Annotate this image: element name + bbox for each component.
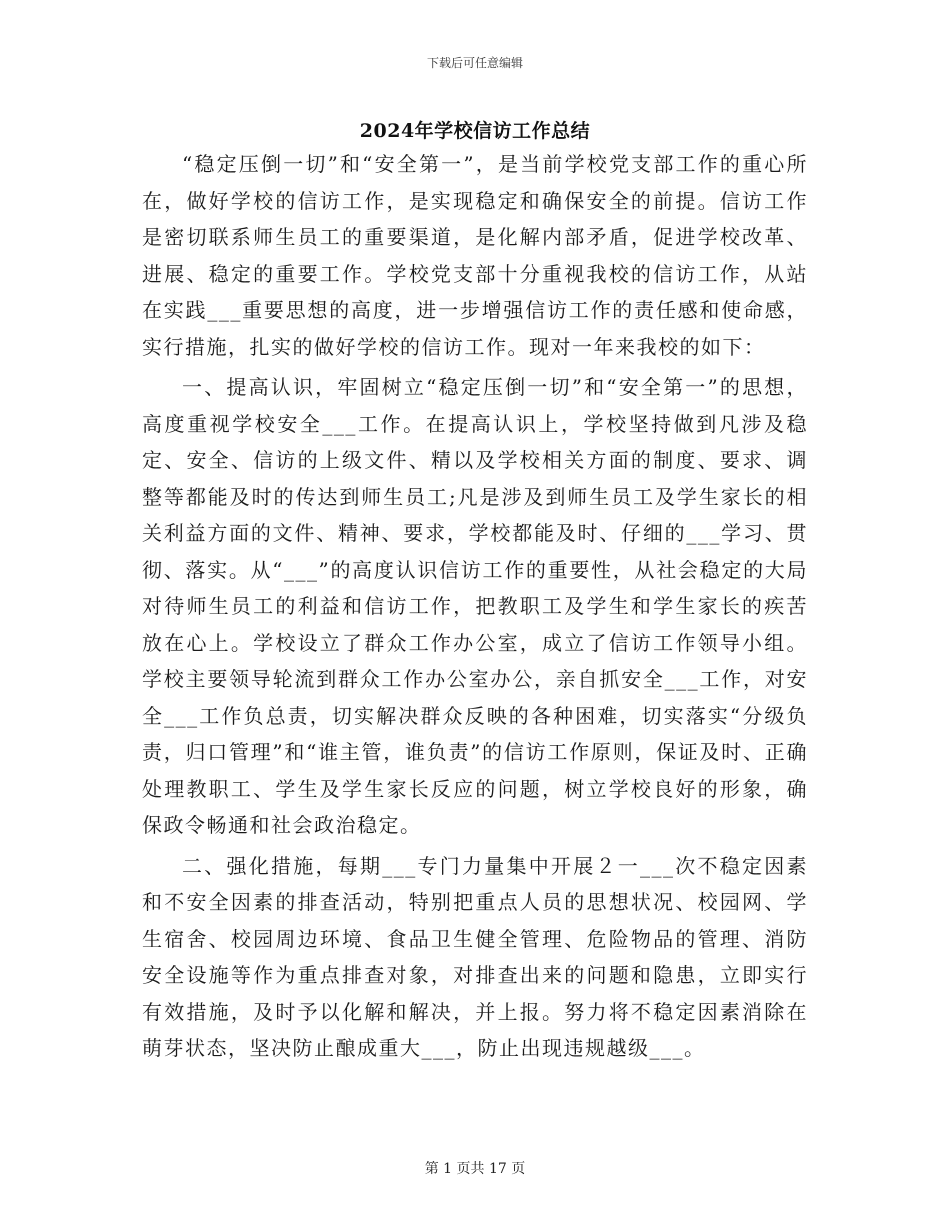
paragraph-section-1: 一、提高认识，牢固树立“稳定压倒一切”和“安全第一”的思想，高度重视学校安全___工作。在提高认识上，学校坚持做到凡涉及稳定、安全、信访的上级文件、精以及学校相关方面的制度、要求、调整等都能及时的传达到师生员工;凡是涉及到师生员工及学生家长的相关利益方面的文件、精神、要求，学校都能及时、仔细的___学习、贯彻、落实。从“___”的高度认识信访工作的重要性，从社会稳定的大局对待师生员工的利益和信访工作，把教职工及学生和学生家长的疾苦放在心上。学校设立了群众工作办公室，成立了信访工作领导小组。学校主要领导轮流到群众工作办公室办公，亲自抓安全___工作，对安全___工作负总责，切实解决群众反映的各种困难，切实落实“分级负责，归口管理”和“谁主管，谁负责”的信访工作原则，保证及时、正确处理教职工、学生及学生家长反应的问题，树立学校良好的形象，确保政令畅通和社会政治稳定。 bbox=[142, 375, 808, 837]
document-body bbox=[142, 146, 808, 1067]
page-number-footer: 第 1 页共 17 页 bbox=[424, 1161, 526, 1177]
paragraph-intro: “稳定压倒一切”和“安全第一”，是当前学校党支部工作的重心所在，做好学校的信访工作，是实现稳定和确保安全的前提。信访工作是密切联系师生员工的重要渠道，是化解内部矛盾，促进学校改革、进展、稳定的重要工作。学校党支部十分重视我校的信访工作，从站在实践___重要思想的高度，进一步增强信访工作的责任感和使命感，实行措施，扎实的做好学校的信访工作。现对一年来我校的如下： bbox=[142, 152, 808, 359]
document-title: 2024年学校信访工作总结 bbox=[359, 120, 591, 142]
header-note: 下载后可任意编辑 bbox=[426, 56, 523, 70]
paragraph-section-2: 二、强化措施，每期___专门力量集中开展２一___次不稳定因素和不安全因素的排查活动，特别把重点人员的思想状况、校园网、学生宿舍、校园周边环境、食品卫生健全管理、危险物品的管理、消防安全设施等作为重点排查对象，对排查出来的问题和隐患，立即实行有效措施，及时予以化解和解决，并上报。努力将不稳定因素消除在萌芽状态，坚决防止酿成重大___，防止出现违规越级___。 bbox=[142, 853, 808, 1060]
